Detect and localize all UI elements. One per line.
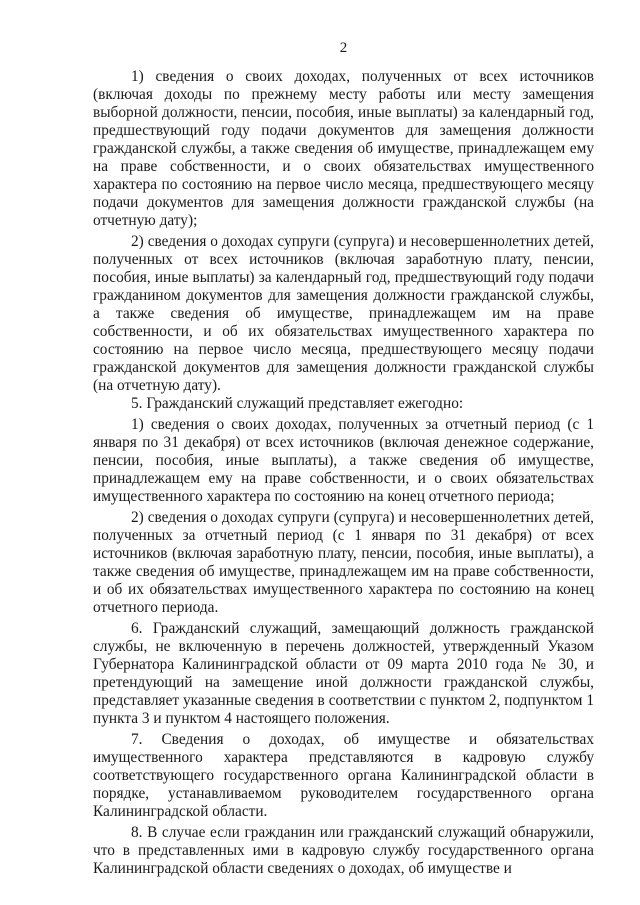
document-body <box>93 68 594 878</box>
paragraph-6: 6. Гражданский служащий, замещающий должность гражданской службы, не включенную в перечень должностей, утвержденный Указом Губернатора Калининградской области от 09 марта 2010 года № 30, и претендующий на замещение иной должности гражданской службы, представляет указанные сведения в соответствии с пунктом 2, подпунктом 1 пункта 3 и пунктом 4 настоящего положения. <box>93 620 594 727</box>
paragraph-4-item-1: 1) сведения о своих доходах, полученных от всех источников (включая доходы по прежнему месту работы или месту замещения выборной должности, пенсии, пособия, иные выплаты) за календарный год, предшествующий году подачи документов для замещения должности гражданской службы, а также сведения об имуществе, принадлежащем ему на праве собственности, и о своих обязательствах имущественного характера по состоянию на первое число месяца, предшествующего месяцу подачи документов для замещения должности гражданской службы (на отчетную дату); <box>93 68 594 229</box>
paragraph-4-item-2: 2) сведения о доходах супруги (супруга) и несовершеннолетних детей, полученных от всех источников (включая заработную плату, пенсии, пособия, иные выплаты) за календарный год, предшествующий году подачи гражданином документов для замещения должности гражданской службы, а также сведения об имуществе, принадлежащем им на праве собственности, и об их обязательствах имущественного характера по состоянию на первое число месяца, предшествующего месяцу подачи гражданской документов для замещения должности гражданской службы (на отчетную дату). <box>93 233 594 394</box>
paragraph-5-item-2: 2) сведения о доходах супруги (супруга) и несовершеннолетних детей, полученных за отчетный период (с 1 января по 31 декабря) от всех источников (включая заработную плату, пенсии, пособия, иные выплаты), а также сведения об имуществе, принадлежащем им на праве собственности, и об их обязательствах имущественного характера по состоянию на конец отчетного периода. <box>93 509 594 616</box>
paragraph-7: 7. Сведения о доходах, об имуществе и обязательствах имущественного характера представляются в кадровую службу соответствующего государственного органа Калининградской области в порядке, устанавливаемом руководителем государственного органа Калининградской области. <box>93 731 594 820</box>
page-number: 2 <box>339 40 348 56</box>
paragraph-5-item-1: 1) сведения о своих доходах, полученных за отчетный период (с 1 января по 31 декабря) от всех источников (включая денежное содержание, пенсии, пособия, иные выплаты), а также сведения об имуществе, принадлежащем ему на праве собственности, и о своих обязательствах имущественного характера по состоянию на конец отчетного периода; <box>93 416 594 505</box>
paragraph-8: 8. В случае если гражданин или гражданский служащий обнаружили, что в представленных ими в кадровую службу государственного органа Калининградской области сведениях о доходах, об имуществе и <box>93 824 594 877</box>
paragraph-5-heading: 5. Гражданский служащий представляет ежегодно: <box>131 395 464 412</box>
